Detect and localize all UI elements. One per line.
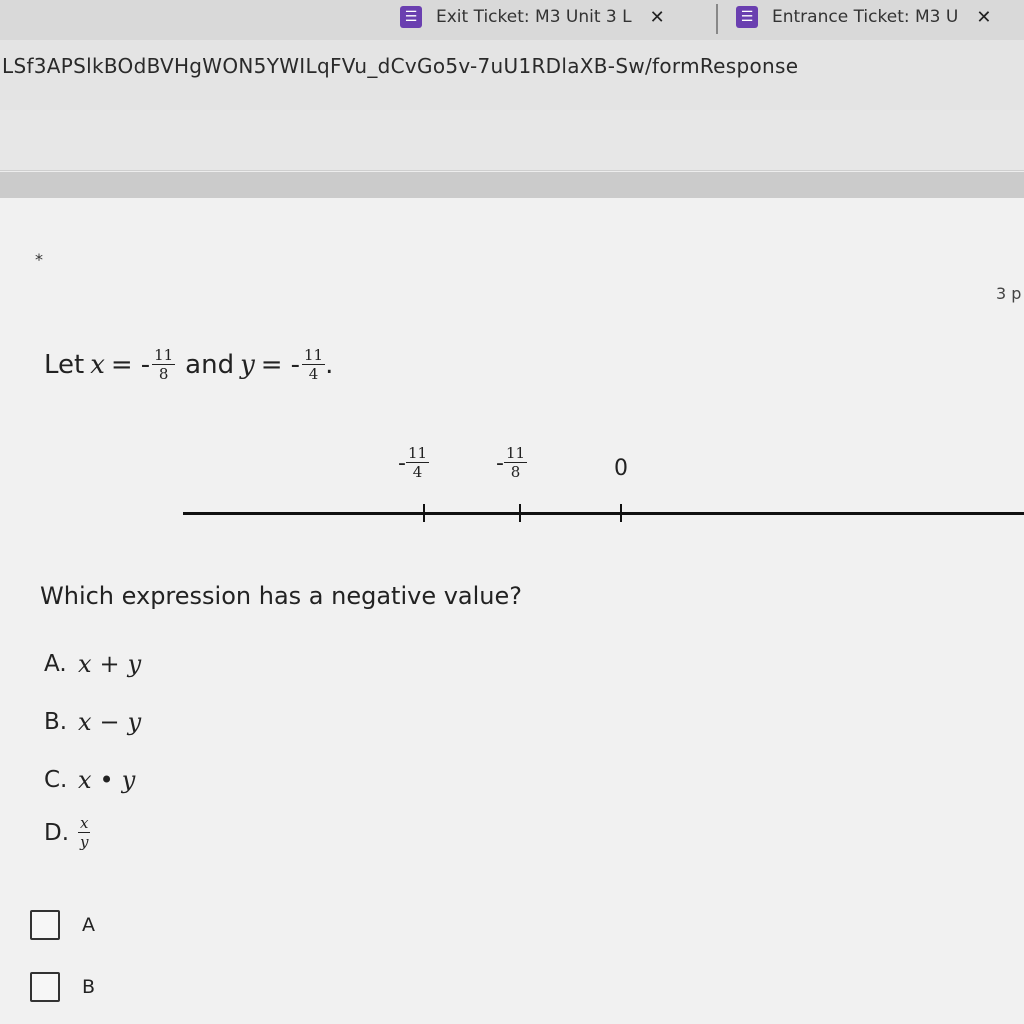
operand: y [127,708,142,736]
number-line-tick [423,504,425,522]
choice-expression [78,650,141,678]
address-bar[interactable] [0,40,1024,110]
tab-exit-ticket[interactable] [400,0,710,34]
tab-divider [716,4,718,34]
operand: y [127,650,142,678]
question-prefix: Let [44,350,85,380]
operator: • [99,766,114,794]
close-icon[interactable]: ✕ [976,6,992,28]
fraction [504,446,527,480]
fraction-denominator: 8 [158,365,169,383]
operand: x [78,708,92,736]
fraction-numerator: 11 [154,346,174,364]
choice-letter: C. [44,767,68,793]
minus-sign: - [290,350,300,380]
question-prompt: Which expression has a negative value? [40,582,523,610]
number-line-label: 0 [614,456,628,481]
required-marker: * [35,250,43,269]
operand: y [121,766,136,794]
operator: − [99,708,120,736]
choice-letter: A. [44,651,67,677]
fraction-denominator: 4 [412,463,423,481]
forms-icon: ☰ [736,6,758,28]
var-x: x [90,350,105,380]
card-separator [0,172,1024,198]
tab-entrance-ticket[interactable] [736,0,1024,34]
fraction-numerator: 11 [407,444,428,462]
fraction-denominator: y [79,833,89,851]
number-line [183,512,1024,515]
number-line-label [398,446,429,480]
url-text[interactable]: LSf3APSlkBOdBVHgWON5YWILqFVu_dCvGo5v-7uU1RDlaXB-Sw/formResponse [2,54,799,78]
tab-label: Exit Ticket: M3 Unit 3 L [436,7,632,27]
fraction-denominator: 4 [308,365,319,383]
operand: x [78,650,92,678]
and-word: and [185,350,235,380]
checkbox[interactable] [30,910,60,940]
choice-expression [78,816,90,850]
option-a[interactable] [30,910,95,940]
option-b[interactable] [30,972,95,1002]
close-icon[interactable]: ✕ [649,6,665,28]
fraction [406,446,429,480]
equals-sign: = [260,350,283,380]
fraction-numerator: 11 [505,444,526,462]
operand: x [78,766,92,794]
choice-expression [78,708,141,736]
var-y: y [240,350,255,380]
question-card [0,198,1024,1024]
period: . [325,350,334,380]
option-label: A [82,914,95,936]
question-text [44,348,333,382]
number-line-label [496,446,527,480]
choice-b [44,708,141,736]
tab-bar [0,0,1024,40]
fraction-y [302,348,325,382]
choice-d [44,816,90,850]
number-line-tick [620,504,622,522]
choice-expression [78,766,135,794]
operator: + [99,650,120,678]
choice-a [44,650,141,678]
minus-sign: - [140,350,151,380]
choice-c [44,766,135,794]
equals-sign: = [110,350,133,380]
minus-sign: - [398,450,406,476]
points-label: 3 p [996,284,1022,303]
checkbox[interactable] [30,972,60,1002]
fraction-numerator: 11 [303,346,324,364]
forms-icon: ☰ [400,6,422,28]
option-label: B [82,976,96,998]
fraction-x [152,348,175,382]
minus-sign: - [496,450,504,476]
choice-letter: B. [44,709,68,735]
page-header-area [0,110,1024,171]
number-line-tick [519,504,521,522]
tab-label: Entrance Ticket: M3 U [772,7,959,27]
fraction-denominator: 8 [510,463,521,481]
choice-letter: D. [44,820,70,846]
fraction-numerator: x [80,814,89,832]
